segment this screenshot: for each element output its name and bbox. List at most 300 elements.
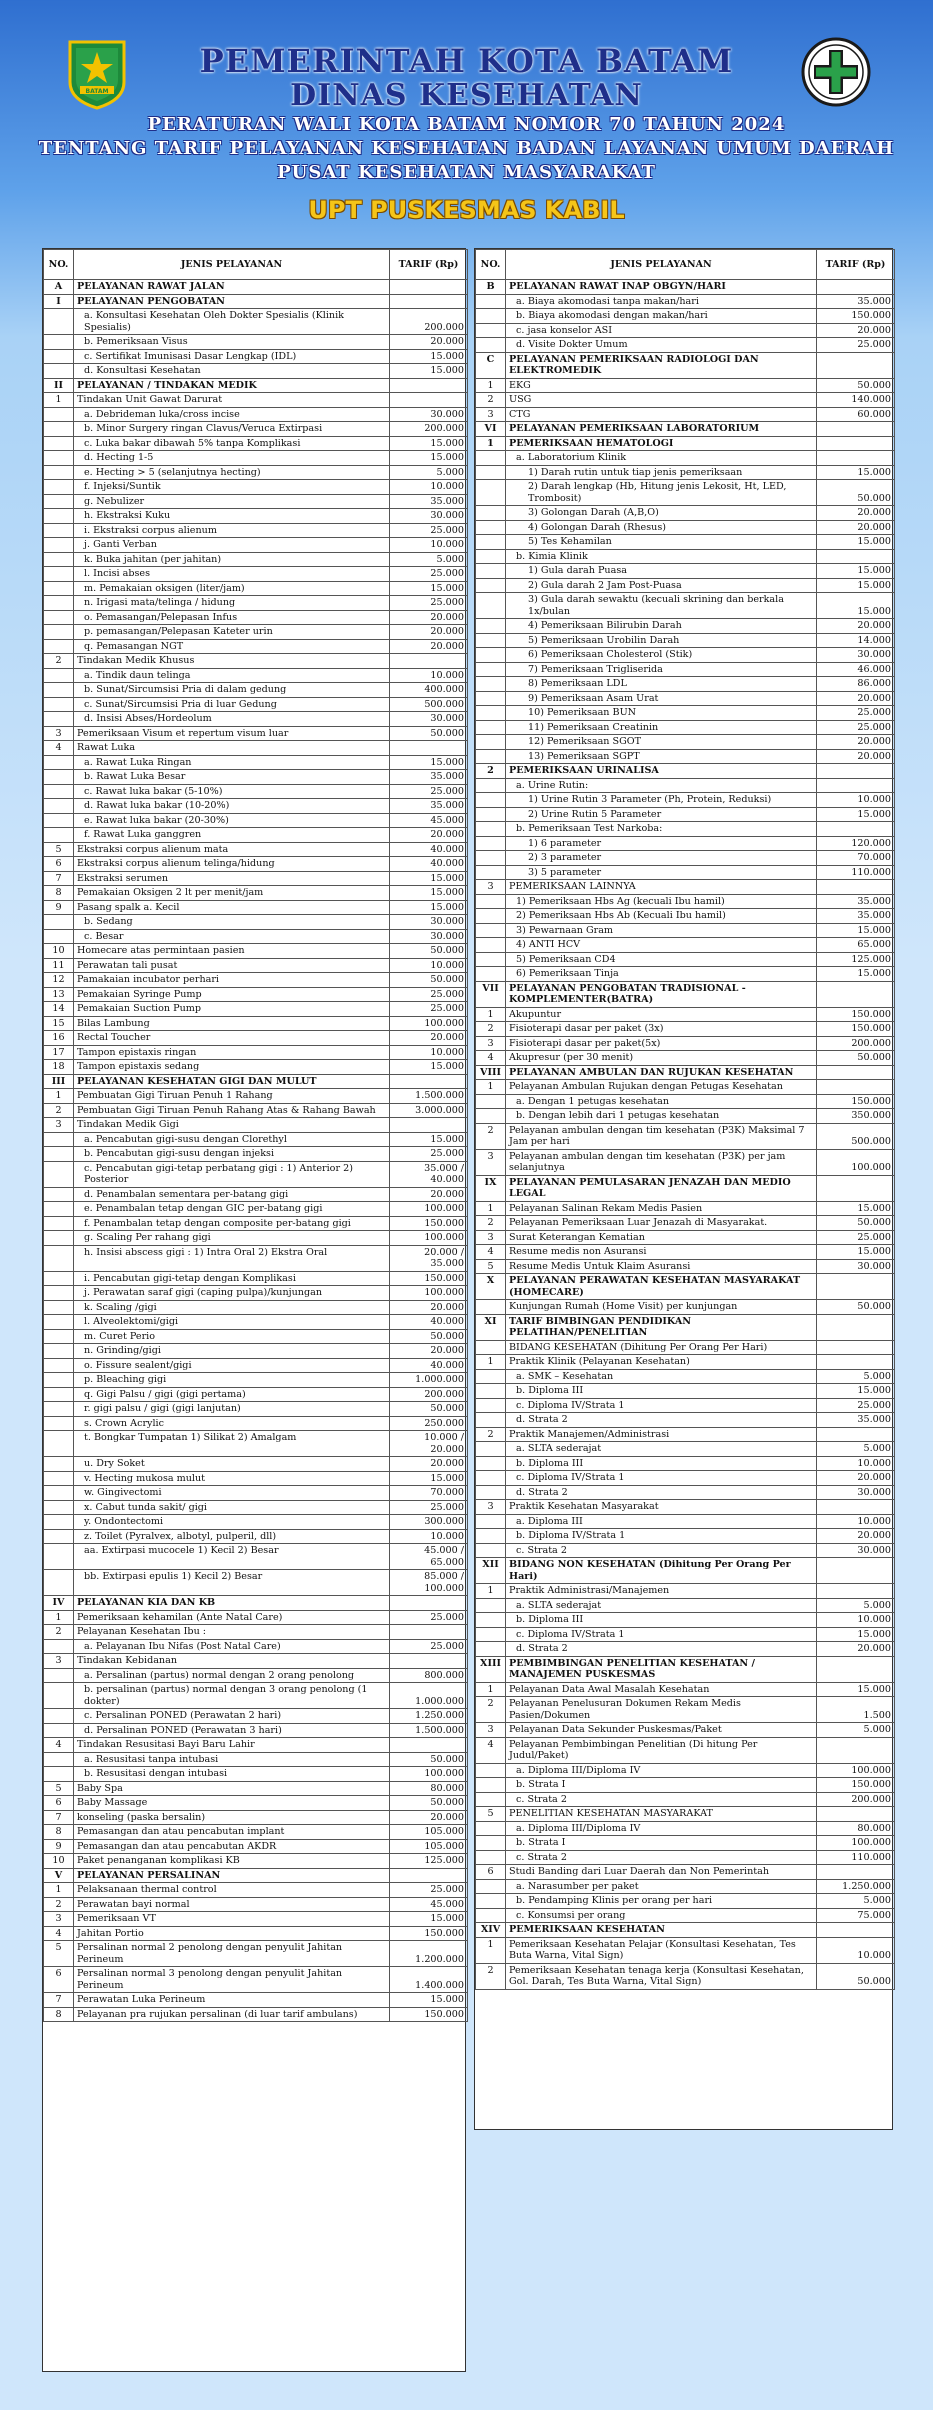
row-service: b. Dengan lebih dari 1 petugas kesehatan xyxy=(506,1109,817,1124)
row-number: 15 xyxy=(44,1016,74,1031)
row-service: PELAYANAN PERSALINAN xyxy=(74,1868,390,1883)
row-service: Pelayanan Penelusuran Dokumen Rekam Medis Pasien/Dokumen xyxy=(506,1697,817,1723)
row-service: Bilas Lambung xyxy=(74,1016,390,1031)
row-service: PELAYANAN KESEHATAN GIGI DAN MULUT xyxy=(74,1074,390,1089)
row-service: b. Resusitasi dengan intubasi xyxy=(74,1767,390,1782)
table-row xyxy=(44,494,468,509)
row-number xyxy=(44,596,74,611)
row-tariff: 40.000 xyxy=(390,842,468,857)
row-number xyxy=(44,480,74,495)
row-tariff xyxy=(817,1865,895,1880)
row-service: 1) Gula darah Puasa xyxy=(506,564,817,579)
row-service: b. Minor Surgery ringan Clavus/Veruca Extirpasi xyxy=(74,422,390,437)
row-tariff xyxy=(817,451,895,466)
table-row xyxy=(44,596,468,611)
row-tariff: 100.000 xyxy=(390,1767,468,1782)
table-row xyxy=(476,836,895,851)
row-service: t. Bongkar Tumpatan 1) Silikat 2) Amalgam xyxy=(74,1431,390,1457)
row-number: 2 xyxy=(476,1697,506,1723)
table-row xyxy=(476,1369,895,1384)
table-row xyxy=(476,578,895,593)
row-number xyxy=(44,364,74,379)
row-number: VII xyxy=(476,981,506,1007)
table-row xyxy=(476,407,895,422)
row-tariff: 250.000 xyxy=(390,1416,468,1431)
table-row xyxy=(44,1544,468,1570)
row-service: k. Buka jahitan (per jahitan) xyxy=(74,552,390,567)
row-tariff xyxy=(817,981,895,1007)
row-tariff: 65.000 xyxy=(817,938,895,953)
table-row xyxy=(476,1836,895,1851)
row-number: 9 xyxy=(44,1839,74,1854)
row-number: 9 xyxy=(44,900,74,915)
row-tariff: 10.000 xyxy=(817,1514,895,1529)
row-number: 2 xyxy=(44,1103,74,1118)
row-service: c. Diploma IV/Strata 1 xyxy=(506,1471,817,1486)
row-service: c. jasa konselor ASI xyxy=(506,323,817,338)
row-tariff: 200.000 xyxy=(390,1387,468,1402)
table-row xyxy=(476,564,895,579)
row-service: y. Ondontectomi xyxy=(74,1515,390,1530)
row-number xyxy=(44,1544,74,1570)
row-tariff xyxy=(390,280,468,295)
row-number xyxy=(44,1387,74,1402)
row-number: 1 xyxy=(44,393,74,408)
table-row xyxy=(44,1060,468,1075)
table-row xyxy=(476,280,895,295)
row-tariff: 20.000 xyxy=(390,1300,468,1315)
row-tariff: 10.000 xyxy=(390,538,468,553)
row-tariff: 50.000 xyxy=(390,1329,468,1344)
header-title: PEMERINTAH KOTA BATAM xyxy=(199,42,734,80)
row-tariff: 500.000 xyxy=(817,1123,895,1149)
row-number xyxy=(44,668,74,683)
row-service: PELAYANAN PERAWATAN KESEHATAN MASYARAKAT (HOMECARE) xyxy=(506,1274,817,1300)
row-service: Surat Keterangan Kematian xyxy=(506,1230,817,1245)
row-number: 4 xyxy=(44,1738,74,1753)
row-service: b. Pemeriksaan Visus xyxy=(74,335,390,350)
table-row xyxy=(476,1471,895,1486)
row-tariff: 1.250.000 xyxy=(390,1709,468,1724)
row-service: d. Visite Dokter Umum xyxy=(506,338,817,353)
table-row xyxy=(476,1500,895,1515)
col-tarif: TARIF (Rp) xyxy=(390,250,468,280)
row-service: 9) Pemeriksaan Asam Urat xyxy=(506,691,817,706)
row-service: 2) Urine Rutin 5 Parameter xyxy=(506,807,817,822)
row-number: 2 xyxy=(44,1625,74,1640)
row-service: m. Pemakaian oksigen (liter/jam) xyxy=(74,581,390,596)
row-number xyxy=(44,494,74,509)
row-service: Fisioterapi dasar per paket(5x) xyxy=(506,1036,817,1051)
table-row xyxy=(476,1723,895,1738)
row-number xyxy=(44,1709,74,1724)
row-tariff: 15.000 xyxy=(817,967,895,982)
row-tariff: 50.000 xyxy=(817,378,895,393)
table-row xyxy=(476,338,895,353)
row-service: e. Penambalan tetap dengan GIC per-batang gigi xyxy=(74,1202,390,1217)
row-number xyxy=(44,407,74,422)
table-row xyxy=(476,967,895,982)
row-service: d. Konsultasi Kesehatan xyxy=(74,364,390,379)
row-number xyxy=(476,691,506,706)
row-service: Praktik Manajemen/Administrasi xyxy=(506,1427,817,1442)
row-tariff: 20.000 xyxy=(390,828,468,843)
row-number: 10 xyxy=(44,1854,74,1869)
row-number xyxy=(476,1514,506,1529)
row-service: Paket penanganan komplikasi KB xyxy=(74,1854,390,1869)
row-number xyxy=(476,1485,506,1500)
row-tariff: 14.000 xyxy=(817,633,895,648)
row-service: b. Diploma IV/Strata 1 xyxy=(506,1529,817,1544)
row-service: Perawatan tali pusat xyxy=(74,958,390,973)
row-service: PELAYANAN PENGOBATAN xyxy=(74,294,390,309)
row-service: PELAYANAN AMBULAN DAN RUJUKAN KESEHATAN xyxy=(506,1065,817,1080)
row-service: l. Incisi abses xyxy=(74,567,390,582)
table-row xyxy=(476,662,895,677)
table-row xyxy=(44,1344,468,1359)
table-row xyxy=(476,764,895,779)
table-row xyxy=(476,1080,895,1095)
col-jenis: JENIS PELAYANAN xyxy=(506,250,817,280)
row-tariff xyxy=(390,378,468,393)
row-tariff: 300.000 xyxy=(390,1515,468,1530)
row-number: 5 xyxy=(44,1781,74,1796)
row-tariff: 10.000 xyxy=(390,668,468,683)
table-row xyxy=(44,857,468,872)
row-tariff: 35.000 xyxy=(390,494,468,509)
row-tariff: 50.000 xyxy=(390,1752,468,1767)
table-row xyxy=(44,2007,468,2022)
row-service: c. Besar xyxy=(74,929,390,944)
row-service: Ekstraksi corpus alienum telinga/hidung xyxy=(74,857,390,872)
row-tariff: 50.000 xyxy=(390,944,468,959)
row-service: a. Dengan 1 petugas kesehatan xyxy=(506,1094,817,1109)
row-service: Pamakaian incubator perhari xyxy=(74,973,390,988)
row-tariff xyxy=(817,1558,895,1584)
table-row xyxy=(44,349,468,364)
table-row xyxy=(476,1109,895,1124)
row-service: Pemeriksaan Kesehatan Pelajar (Konsultasi Kesehatan, Tes Buta Warna, Vital Sign) xyxy=(506,1937,817,1963)
row-number: VIII xyxy=(476,1065,506,1080)
table-row xyxy=(476,691,895,706)
table-row xyxy=(476,1908,895,1923)
row-tariff: 25.000 xyxy=(817,706,895,721)
row-number xyxy=(476,309,506,324)
row-tariff xyxy=(817,764,895,779)
table-row xyxy=(44,1402,468,1417)
row-service: a. Diploma III xyxy=(506,1514,817,1529)
row-service: Tindakan Kebidanan xyxy=(74,1654,390,1669)
row-tariff: 3.000.000 xyxy=(390,1103,468,1118)
row-number xyxy=(44,1723,74,1738)
row-tariff: 20.000 xyxy=(817,520,895,535)
row-number: 1 xyxy=(476,1355,506,1370)
row-number xyxy=(476,807,506,822)
row-number: XIV xyxy=(476,1923,506,1938)
row-tariff: 20.000 xyxy=(390,639,468,654)
row-service: PELAYANAN PEMERIKSAAN LABORATORIUM xyxy=(506,422,817,437)
row-service: m. Curet Perio xyxy=(74,1329,390,1344)
table-row xyxy=(476,909,895,924)
row-tariff: 25.000 xyxy=(817,338,895,353)
row-tariff xyxy=(390,1625,468,1640)
table-row xyxy=(44,1416,468,1431)
table-row xyxy=(476,1274,895,1300)
row-service: h. Insisi abscess gigi : 1) Intra Oral 2) Ekstra Oral xyxy=(74,1245,390,1271)
row-tariff: 30.000 xyxy=(817,1485,895,1500)
header-subtitle: DINAS KESEHATAN xyxy=(290,78,643,113)
row-number xyxy=(44,1402,74,1417)
row-tariff: 5.000 xyxy=(817,1723,895,1738)
row-tariff: 20.000 xyxy=(817,1529,895,1544)
row-tariff: 15.000 xyxy=(390,886,468,901)
table-row xyxy=(44,741,468,756)
row-tariff: 1.000.000 xyxy=(390,1683,468,1709)
row-tariff: 120.000 xyxy=(817,836,895,851)
row-number xyxy=(476,822,506,837)
row-service: PEMERIKSAAN KESEHATAN xyxy=(506,1923,817,1938)
table-row xyxy=(44,1723,468,1738)
row-service: s. Crown Acrylic xyxy=(74,1416,390,1431)
row-number: VI xyxy=(476,422,506,437)
row-service: a. Pelayanan Ibu Nifas (Post Natal Care) xyxy=(74,1639,390,1654)
table-row xyxy=(44,567,468,582)
table-row xyxy=(476,1923,895,1938)
table-row xyxy=(476,1543,895,1558)
row-tariff: 15.000 xyxy=(817,807,895,822)
row-tariff: 35.000 xyxy=(817,294,895,309)
row-service: c. Rawat luka bakar (5-10%) xyxy=(74,784,390,799)
table-row xyxy=(476,1850,895,1865)
row-service: Pelayanan Data Awal Masalah Kesehatan xyxy=(506,1682,817,1697)
row-number xyxy=(44,523,74,538)
table-row xyxy=(476,323,895,338)
table-row xyxy=(44,1031,468,1046)
row-tariff: 5.000 xyxy=(817,1598,895,1613)
table-row xyxy=(44,1967,468,1993)
table-row xyxy=(476,593,895,619)
row-service: Pelayanan ambulan dengan tim kesehatan (P3K) per jam selanjutnya xyxy=(506,1149,817,1175)
row-number: 3 xyxy=(476,1149,506,1175)
row-service: USG xyxy=(506,393,817,408)
table-row xyxy=(44,1457,468,1472)
row-number xyxy=(476,923,506,938)
row-tariff: 1.500.000 xyxy=(390,1723,468,1738)
row-service: Baby Massage xyxy=(74,1796,390,1811)
table-body-left xyxy=(44,280,468,2022)
row-tariff: 200.000 xyxy=(390,422,468,437)
table-row xyxy=(476,1300,895,1315)
table-row xyxy=(476,436,895,451)
row-number xyxy=(44,799,74,814)
row-number: 17 xyxy=(44,1045,74,1060)
row-service: Praktik Administrasi/Manajemen xyxy=(506,1584,817,1599)
table-row xyxy=(44,1161,468,1187)
row-number xyxy=(476,1908,506,1923)
row-number xyxy=(44,436,74,451)
tariff-table-left xyxy=(42,248,466,2372)
row-tariff xyxy=(817,436,895,451)
row-number xyxy=(44,929,74,944)
table-row xyxy=(476,1529,895,1544)
row-service: Rawat Luka xyxy=(74,741,390,756)
row-tariff: 25.000 xyxy=(390,596,468,611)
row-tariff: 15.000 xyxy=(390,364,468,379)
row-service: k. Scaling /gigi xyxy=(74,1300,390,1315)
table-row xyxy=(476,422,895,437)
row-service: b. Kimia Klinik xyxy=(506,549,817,564)
table-row xyxy=(476,633,895,648)
table-row xyxy=(476,1340,895,1355)
row-tariff: 25.000 xyxy=(390,1610,468,1625)
table-row xyxy=(44,1767,468,1782)
row-number xyxy=(44,1767,74,1782)
row-service: Pelayanan Salinan Rekam Medis Pasien xyxy=(506,1201,817,1216)
row-number xyxy=(476,749,506,764)
row-service: c. Persalinan PONED (Perawatan 2 hari) xyxy=(74,1709,390,1724)
table-row xyxy=(44,871,468,886)
row-service: Perawatan bayi normal xyxy=(74,1897,390,1912)
row-tariff: 1.400.000 xyxy=(390,1967,468,1993)
row-number xyxy=(44,1245,74,1271)
table-row xyxy=(44,610,468,625)
table-row xyxy=(44,294,468,309)
row-number xyxy=(476,938,506,953)
table-row xyxy=(476,619,895,634)
table-row xyxy=(44,1271,468,1286)
row-number: 10 xyxy=(44,944,74,959)
table-row xyxy=(44,1315,468,1330)
row-tariff: 35.000 xyxy=(817,1413,895,1428)
table-row xyxy=(476,1584,895,1599)
row-service: Kunjungan Rumah (Home Visit) per kunjungan xyxy=(506,1300,817,1315)
row-number xyxy=(44,1132,74,1147)
row-number xyxy=(476,648,506,663)
row-service: Pemeriksaan kehamilan (Ante Natal Care) xyxy=(74,1610,390,1625)
row-tariff xyxy=(817,1355,895,1370)
row-tariff xyxy=(390,1868,468,1883)
table-row xyxy=(476,1427,895,1442)
row-service: n. Irigasi mata/telinga / hidung xyxy=(74,596,390,611)
row-service: w. Gingivectomi xyxy=(74,1486,390,1501)
row-number xyxy=(476,851,506,866)
row-tariff: 15.000 xyxy=(390,451,468,466)
row-number xyxy=(476,1456,506,1471)
row-service: Pemeriksaan VT xyxy=(74,1912,390,1927)
table-row xyxy=(44,712,468,727)
row-number xyxy=(476,564,506,579)
row-tariff: 20.000 xyxy=(817,619,895,634)
row-service: j. Ganti Verban xyxy=(74,538,390,553)
row-service: j. Perawatan saraf gigi (caping pulpa)/kunjungan xyxy=(74,1286,390,1301)
row-number xyxy=(476,619,506,634)
row-service: Baby Spa xyxy=(74,1781,390,1796)
row-number xyxy=(44,1668,74,1683)
row-number xyxy=(476,1300,506,1315)
row-service: a. Rawat Luka Ringan xyxy=(74,755,390,770)
row-service: c. Sunat/Sircumsisi Pria di luar Gedung xyxy=(74,697,390,712)
row-number xyxy=(44,813,74,828)
row-tariff: 125.000 xyxy=(390,1854,468,1869)
row-service: PELAYANAN / TINDAKAN MEDIK xyxy=(74,378,390,393)
table-row xyxy=(476,865,895,880)
row-tariff: 15.000 xyxy=(390,349,468,364)
row-service: a. Laboratorium Klinik xyxy=(506,451,817,466)
row-number xyxy=(44,770,74,785)
row-number xyxy=(44,610,74,625)
row-tariff: 20.000 xyxy=(817,323,895,338)
table-row xyxy=(476,1314,895,1340)
table-row xyxy=(476,1558,895,1584)
table-row xyxy=(44,944,468,959)
row-tariff: 30.000 xyxy=(390,929,468,944)
row-service: Tindakan Unit Gawat Darurat xyxy=(74,393,390,408)
row-service: Rectal Toucher xyxy=(74,1031,390,1046)
table-row xyxy=(44,1245,468,1271)
row-tariff: 86.000 xyxy=(817,677,895,692)
row-number xyxy=(476,1642,506,1657)
row-service: v. Hecting mukosa mulut xyxy=(74,1471,390,1486)
row-number xyxy=(476,778,506,793)
table-row xyxy=(44,1118,468,1133)
row-number: III xyxy=(44,1074,74,1089)
row-number xyxy=(44,1187,74,1202)
table-row xyxy=(476,749,895,764)
table-row xyxy=(44,697,468,712)
row-service: a. Persalinan (partus) normal dengan 2 orang penolong xyxy=(74,1668,390,1683)
row-service: 11) Pemeriksaan Creatinin xyxy=(506,720,817,735)
row-service: d. Hecting 1-5 xyxy=(74,451,390,466)
row-service: x. Cabut tunda sakit/ gigi xyxy=(74,1500,390,1515)
row-service: d. Rawat luka bakar (10-20%) xyxy=(74,799,390,814)
table-row xyxy=(44,668,468,683)
row-number xyxy=(476,1598,506,1613)
row-number xyxy=(476,967,506,982)
table-row xyxy=(476,1682,895,1697)
row-number xyxy=(44,1471,74,1486)
row-service: PELAYANAN RAWAT JALAN xyxy=(74,280,390,295)
row-tariff: 1.500 xyxy=(817,1697,895,1723)
row-number xyxy=(476,1369,506,1384)
row-tariff xyxy=(817,1427,895,1442)
table-row xyxy=(476,981,895,1007)
row-service: PEMERIKSAAN LAINNYA xyxy=(506,880,817,895)
row-number: A xyxy=(44,280,74,295)
table-row xyxy=(44,683,468,698)
row-tariff: 35.000 xyxy=(817,894,895,909)
row-number xyxy=(44,509,74,524)
row-tariff: 100.000 xyxy=(390,1231,468,1246)
row-service: PEMERIKSAAN HEMATOLOGI xyxy=(506,436,817,451)
table-row xyxy=(44,1202,468,1217)
row-service: 2) 3 parameter xyxy=(506,851,817,866)
row-number xyxy=(476,593,506,619)
row-number xyxy=(44,1431,74,1457)
row-number xyxy=(476,480,506,506)
row-service: 6) Pemeriksaan Tinja xyxy=(506,967,817,982)
row-number: 6 xyxy=(44,1796,74,1811)
row-number xyxy=(44,915,74,930)
row-tariff: 100.000 xyxy=(390,1016,468,1031)
row-service: aa. Extirpasi mucocele 1) Kecil 2) Besar xyxy=(74,1544,390,1570)
row-number xyxy=(44,784,74,799)
row-tariff: 35.000 xyxy=(390,799,468,814)
table-row xyxy=(44,451,468,466)
table-row xyxy=(476,1456,895,1471)
row-tariff: 105.000 xyxy=(390,1839,468,1854)
row-tariff: 45.000 xyxy=(390,813,468,828)
row-number: 4 xyxy=(476,1245,506,1260)
